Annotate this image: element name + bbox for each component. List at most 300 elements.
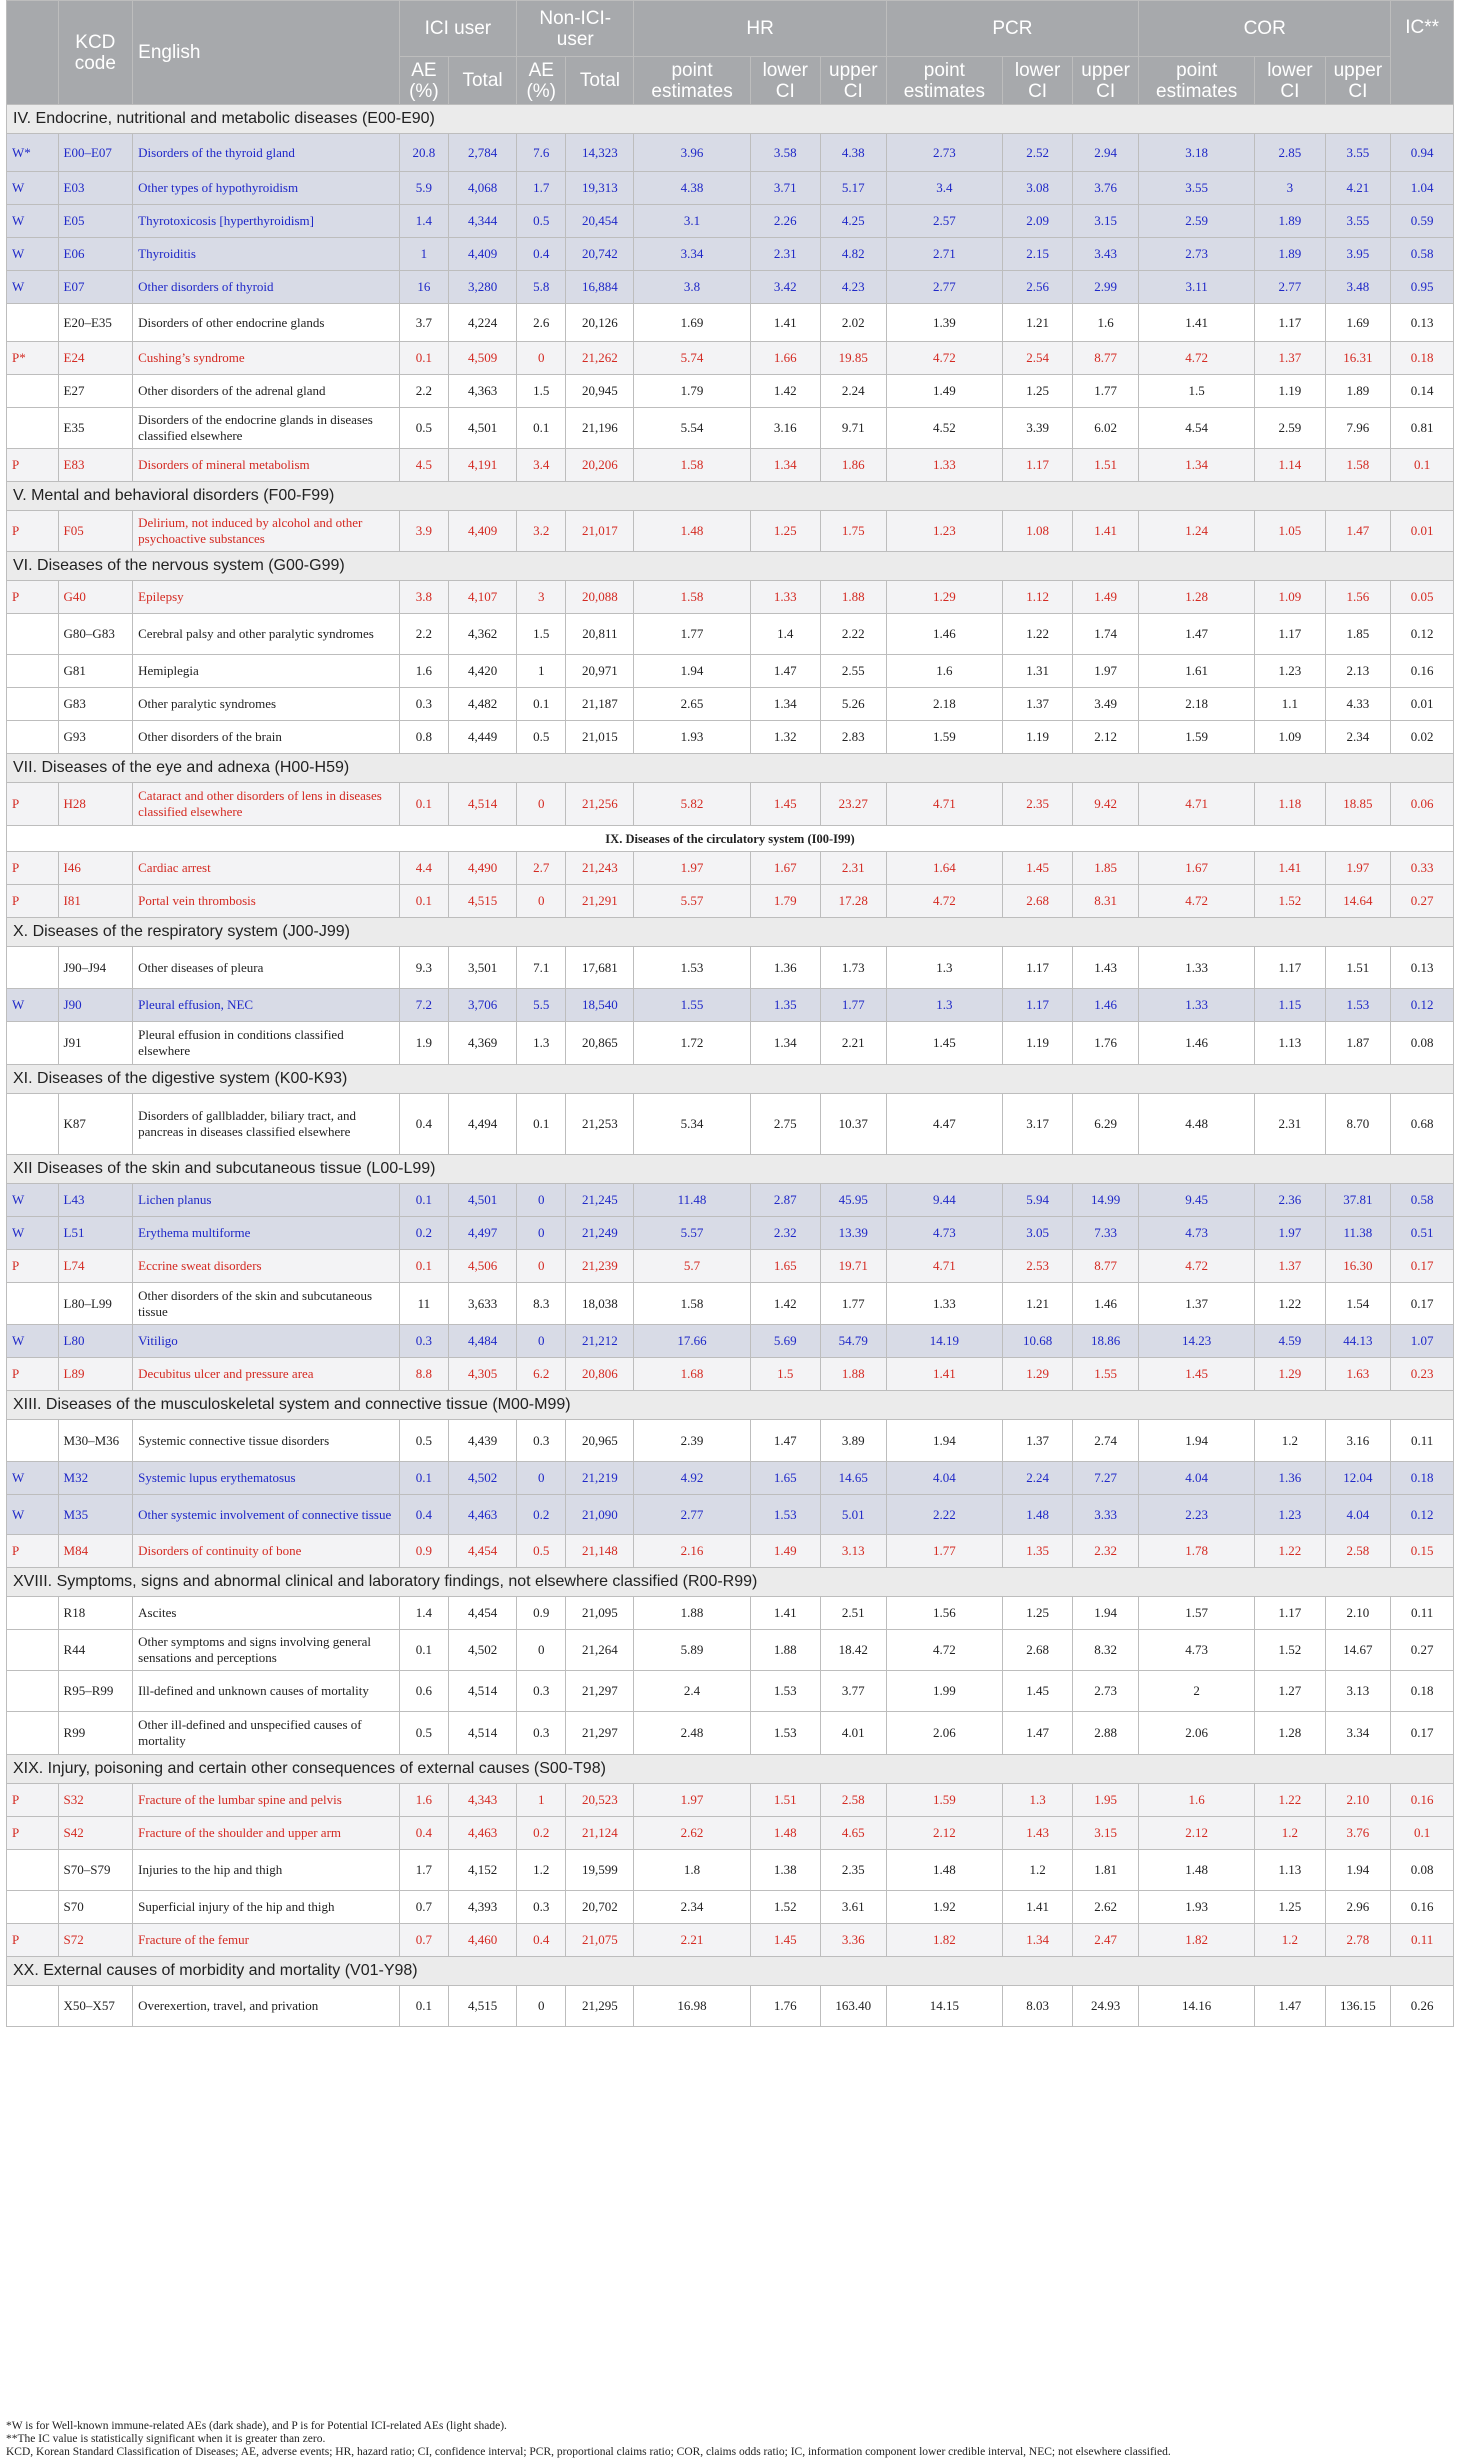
cor-upper-cell: 1.97: [1325, 852, 1391, 885]
pcr-lower-cell: 10.68: [1002, 1325, 1072, 1358]
non-ici-total-cell: 17,681: [566, 947, 634, 989]
cor-header: COR: [1139, 1, 1391, 57]
pcr-point-cell: 2.22: [886, 1495, 1002, 1535]
pcr-point-cell: 2.57: [886, 205, 1002, 238]
cor-lower-cell: 1.52: [1255, 1630, 1325, 1671]
hr-lower-cell: 1.32: [750, 721, 820, 754]
ic-cell: 0.14: [1391, 375, 1454, 408]
ic-cell: 0.11: [1391, 1420, 1454, 1462]
english-name-cell: Systemic connective tissue disorders: [133, 1420, 400, 1462]
hr-point-cell: 1.93: [634, 721, 750, 754]
kcd-code-cell: M30–M36: [58, 1420, 133, 1462]
table-row: [7, 1597, 1454, 1630]
cor-point-cell: 4.72: [1139, 342, 1255, 375]
english-name-cell: Cerebral palsy and other paralytic syndromes: [133, 614, 400, 655]
footnote-1: *W is for Well-known immune-related AEs (dark shade), and P is for Potential ICI-related AEs (light shade).: [6, 2420, 507, 2432]
non-ici-total-cell: 20,702: [566, 1891, 634, 1924]
pcr-upper-cell: 3.49: [1073, 688, 1139, 721]
cor-lower-cell: 1.25: [1255, 1891, 1325, 1924]
english-name-cell: Other disorders of the skin and subcutaneous tissue: [133, 1283, 400, 1325]
pcr-lower-cell: 1.17: [1002, 449, 1072, 482]
ic-cell: 0.51: [1391, 1217, 1454, 1250]
section-header-row: [7, 1957, 1454, 1986]
pcr-upper-cell: 1.46: [1073, 989, 1139, 1022]
ic-cell: 0.23: [1391, 1358, 1454, 1391]
hr-lower-cell: 5.69: [750, 1325, 820, 1358]
non-ici-total-cell: 21,095: [566, 1597, 634, 1630]
ici-ae-cell: 2.2: [399, 614, 448, 655]
table-row: [7, 885, 1454, 918]
hr-point-cell: 16.98: [634, 1986, 750, 2027]
flag-cell: [7, 1630, 59, 1671]
pcr-point-cell: 2.73: [886, 134, 1002, 172]
hr-upper-cell: 5.26: [820, 688, 886, 721]
cor-upper-cell: 3.55: [1325, 134, 1391, 172]
cor-upper-cell: 14.64: [1325, 885, 1391, 918]
english-name-cell: Hemiplegia: [133, 655, 400, 688]
hr-lower-cell: 1.52: [750, 1891, 820, 1924]
ici-ae-cell: 0.5: [399, 1712, 448, 1755]
pcr-upper-cell: 1.81: [1073, 1850, 1139, 1891]
cor-upper-cell: 3.34: [1325, 1712, 1391, 1755]
flag-cell: [7, 1597, 59, 1630]
cor-lower-cell: 1.09: [1255, 581, 1325, 614]
hr-upper-cell: 45.95: [820, 1184, 886, 1217]
ici-total-cell: 4,501: [449, 408, 517, 449]
cor-lower-cell: 1.22: [1255, 1535, 1325, 1568]
hr-point-cell: 1.8: [634, 1850, 750, 1891]
non-ici-total-cell: 20,865: [566, 1022, 634, 1065]
hr-upper-cell: 4.25: [820, 205, 886, 238]
ici-ae-cell: 0.4: [399, 1495, 448, 1535]
kcd-code-cell: J90: [58, 989, 133, 1022]
ic-cell: 0.08: [1391, 1850, 1454, 1891]
non-ici-total-cell: 21,090: [566, 1495, 634, 1535]
pcr-lower-cell: 1.3: [1002, 1784, 1072, 1817]
cor-lower-cell: 1.18: [1255, 783, 1325, 826]
pcr-point-cell: 1.99: [886, 1671, 1002, 1712]
pcr-point-cell: 1.23: [886, 511, 1002, 552]
ic-cell: 0.17: [1391, 1283, 1454, 1325]
pcr-lower-header: lower CI: [1002, 57, 1072, 105]
pcr-point-cell: 1.3: [886, 947, 1002, 989]
ici-ae-cell: 1.9: [399, 1022, 448, 1065]
non-ici-total-cell: 21,196: [566, 408, 634, 449]
table-row: [7, 1986, 1454, 2027]
cor-upper-cell: 4.04: [1325, 1495, 1391, 1535]
pcr-upper-cell: 2.62: [1073, 1891, 1139, 1924]
pcr-point-cell: 1.41: [886, 1358, 1002, 1391]
english-name-cell: Pleural effusion, NEC: [133, 989, 400, 1022]
hr-upper-cell: 3.89: [820, 1420, 886, 1462]
english-name-cell: Fracture of the shoulder and upper arm: [133, 1817, 400, 1850]
ic-cell: 0.26: [1391, 1986, 1454, 2027]
pcr-lower-cell: 1.12: [1002, 581, 1072, 614]
non-ici-ae-header: AE (%): [517, 57, 566, 105]
hr-lower-cell: 1.53: [750, 1712, 820, 1755]
pcr-point-cell: 1.33: [886, 449, 1002, 482]
flag-cell: [7, 1891, 59, 1924]
ici-ae-cell: 3.9: [399, 511, 448, 552]
ici-ae-cell: 16: [399, 271, 448, 304]
english-name-cell: Injuries to the hip and thigh: [133, 1850, 400, 1891]
pcr-upper-cell: 1.74: [1073, 614, 1139, 655]
hr-lower-header: lower CI: [750, 57, 820, 105]
ic-cell: 0.01: [1391, 688, 1454, 721]
non-ici-ae-cell: 1: [517, 655, 566, 688]
cor-lower-cell: 1.41: [1255, 852, 1325, 885]
hr-upper-cell: 4.23: [820, 271, 886, 304]
ici-total-cell: 4,393: [449, 1891, 517, 1924]
hr-point-cell: 1.79: [634, 375, 750, 408]
non-ici-total-cell: 20,811: [566, 614, 634, 655]
kcd-code-cell: L74: [58, 1250, 133, 1283]
hr-upper-cell: 2.31: [820, 852, 886, 885]
cor-lower-cell: 1.23: [1255, 1495, 1325, 1535]
pcr-upper-cell: 14.99: [1073, 1184, 1139, 1217]
ici-ae-cell: 0.1: [399, 1986, 448, 2027]
hr-lower-cell: 3.71: [750, 172, 820, 205]
cor-upper-cell: 1.53: [1325, 989, 1391, 1022]
hr-point-cell: 1.48: [634, 511, 750, 552]
ic-cell: 0.05: [1391, 581, 1454, 614]
cor-upper-cell: 4.21: [1325, 172, 1391, 205]
english-name-cell: Disorders of mineral metabolism: [133, 449, 400, 482]
non-ici-ae-cell: 3.4: [517, 449, 566, 482]
hr-upper-cell: 1.75: [820, 511, 886, 552]
ici-ae-cell: 0.1: [399, 342, 448, 375]
pcr-point-cell: 1.33: [886, 1283, 1002, 1325]
cor-lower-cell: 1.36: [1255, 1462, 1325, 1495]
table-row: [7, 408, 1454, 449]
hr-lower-cell: 1.34: [750, 449, 820, 482]
pcr-lower-cell: 2.24: [1002, 1462, 1072, 1495]
hr-point-cell: 1.58: [634, 581, 750, 614]
cor-upper-cell: 2.58: [1325, 1535, 1391, 1568]
hr-point-cell: 5.7: [634, 1250, 750, 1283]
non-ici-total-cell: 20,971: [566, 655, 634, 688]
hr-lower-cell: 1.38: [750, 1850, 820, 1891]
ic-cell: 0.13: [1391, 947, 1454, 989]
cor-lower-cell: 1.28: [1255, 1712, 1325, 1755]
hr-point-cell: 5.82: [634, 783, 750, 826]
hr-point-cell: 2.16: [634, 1535, 750, 1568]
non-ici-ae-cell: 0: [517, 885, 566, 918]
section-title: X. Diseases of the respiratory system (J00-J99): [7, 918, 1454, 947]
section-header-row: [7, 1155, 1454, 1184]
hr-point-cell: 5.54: [634, 408, 750, 449]
english-name-cell: Disorders of other endocrine glands: [133, 304, 400, 342]
ici-ae-cell: 0.5: [399, 1420, 448, 1462]
hr-lower-cell: 1.4: [750, 614, 820, 655]
hr-lower-cell: 1.33: [750, 581, 820, 614]
hr-point-cell: 3.8: [634, 271, 750, 304]
kcd-code-cell: G40: [58, 581, 133, 614]
hr-point-cell: 2.39: [634, 1420, 750, 1462]
ici-ae-cell: 0.3: [399, 1325, 448, 1358]
non-ici-user-header: Non-ICI-user: [517, 1, 634, 57]
non-ici-total-cell: 19,599: [566, 1850, 634, 1891]
hr-upper-cell: 19.85: [820, 342, 886, 375]
pcr-upper-cell: 8.77: [1073, 1250, 1139, 1283]
english-name-cell: Cushing’s syndrome: [133, 342, 400, 375]
pcr-lower-cell: 1.25: [1002, 1597, 1072, 1630]
non-ici-ae-cell: 1.5: [517, 375, 566, 408]
ici-total-cell: 4,502: [449, 1630, 517, 1671]
cor-point-cell: 1.47: [1139, 614, 1255, 655]
kcd-code-cell: F05: [58, 511, 133, 552]
kcd-code-cell: E00–E07: [58, 134, 133, 172]
non-ici-total-cell: 21,262: [566, 342, 634, 375]
english-name-cell: Other systemic involvement of connective tissue: [133, 1495, 400, 1535]
cor-upper-cell: 16.30: [1325, 1250, 1391, 1283]
table-row: [7, 1850, 1454, 1891]
non-ici-ae-cell: 0: [517, 1184, 566, 1217]
kcd-code-header: KCD code: [58, 1, 133, 105]
cor-point-cell: 1.46: [1139, 1022, 1255, 1065]
non-ici-ae-cell: 0: [517, 1986, 566, 2027]
non-ici-ae-cell: 1.5: [517, 614, 566, 655]
non-ici-ae-cell: 0.5: [517, 721, 566, 754]
pcr-upper-cell: 3.43: [1073, 238, 1139, 271]
non-ici-total-cell: 21,015: [566, 721, 634, 754]
cor-point-cell: 2.59: [1139, 205, 1255, 238]
cor-lower-cell: 2.85: [1255, 134, 1325, 172]
non-ici-total-cell: 20,523: [566, 1784, 634, 1817]
cor-point-cell: 1.45: [1139, 1358, 1255, 1391]
pcr-lower-cell: 1.48: [1002, 1495, 1072, 1535]
hr-point-cell: 3.34: [634, 238, 750, 271]
ici-total-cell: 3,633: [449, 1283, 517, 1325]
hr-point-cell: 2.34: [634, 1891, 750, 1924]
pcr-upper-cell: 9.42: [1073, 783, 1139, 826]
hr-lower-cell: 1.76: [750, 1986, 820, 2027]
hr-upper-cell: 4.65: [820, 1817, 886, 1850]
cor-point-cell: 2.18: [1139, 688, 1255, 721]
pcr-point-cell: 2.77: [886, 271, 1002, 304]
ici-ae-cell: 0.2: [399, 1217, 448, 1250]
non-ici-ae-cell: 1.7: [517, 172, 566, 205]
cor-upper-cell: 3.16: [1325, 1420, 1391, 1462]
hr-lower-cell: 1.65: [750, 1462, 820, 1495]
cor-upper-cell: 2.34: [1325, 721, 1391, 754]
pcr-upper-cell: 6.29: [1073, 1094, 1139, 1155]
non-ici-total-cell: 21,245: [566, 1184, 634, 1217]
cor-point-cell: 4.72: [1139, 885, 1255, 918]
ici-total-cell: 4,449: [449, 721, 517, 754]
cor-point-cell: 3.11: [1139, 271, 1255, 304]
ic-cell: 0.15: [1391, 1535, 1454, 1568]
pcr-upper-cell: 3.33: [1073, 1495, 1139, 1535]
english-header: English: [133, 1, 400, 105]
ici-ae-cell: 4.4: [399, 852, 448, 885]
footnotes: [6, 2420, 1454, 2459]
hr-point-cell: 1.88: [634, 1597, 750, 1630]
ic-cell: 0.16: [1391, 1784, 1454, 1817]
cor-point-cell: 2: [1139, 1671, 1255, 1712]
ici-total-cell: 4,490: [449, 852, 517, 885]
cor-lower-cell: 2.77: [1255, 271, 1325, 304]
cor-point-cell: 1.5: [1139, 375, 1255, 408]
flag-cell: P: [7, 1817, 59, 1850]
cor-lower-cell: 2.36: [1255, 1184, 1325, 1217]
non-ici-total-header: Total: [566, 57, 634, 105]
flag-cell: [7, 1022, 59, 1065]
kcd-code-cell: S32: [58, 1784, 133, 1817]
pcr-upper-cell: 2.73: [1073, 1671, 1139, 1712]
hr-upper-cell: 4.38: [820, 134, 886, 172]
flag-cell: P: [7, 885, 59, 918]
cor-upper-cell: 1.47: [1325, 511, 1391, 552]
flag-cell: W: [7, 1217, 59, 1250]
pcr-upper-cell: 2.94: [1073, 134, 1139, 172]
english-name-cell: Lichen planus: [133, 1184, 400, 1217]
hr-upper-cell: 1.86: [820, 449, 886, 482]
cor-point-cell: 1.82: [1139, 1924, 1255, 1957]
cor-point-cell: 1.41: [1139, 304, 1255, 342]
kcd-code-cell: S70: [58, 1891, 133, 1924]
ici-total-cell: 4,460: [449, 1924, 517, 1957]
non-ici-ae-cell: 0.2: [517, 1817, 566, 1850]
non-ici-ae-cell: 5.5: [517, 989, 566, 1022]
ic-cell: 0.12: [1391, 989, 1454, 1022]
cor-upper-cell: 1.69: [1325, 304, 1391, 342]
english-name-cell: Pleural effusion in conditions classified elsewhere: [133, 1022, 400, 1065]
ici-total-cell: 4,515: [449, 885, 517, 918]
section-title: VI. Diseases of the nervous system (G00-G99): [7, 552, 1454, 581]
ic-cell: 0.18: [1391, 342, 1454, 375]
ici-ae-cell: 8.8: [399, 1358, 448, 1391]
ici-ae-cell: 0.6: [399, 1671, 448, 1712]
hr-upper-cell: 3.36: [820, 1924, 886, 1957]
ici-total-cell: 4,484: [449, 1325, 517, 1358]
flag-cell: P: [7, 1924, 59, 1957]
pcr-lower-cell: 1.31: [1002, 655, 1072, 688]
non-ici-total-cell: 20,206: [566, 449, 634, 482]
pcr-upper-cell: 2.32: [1073, 1535, 1139, 1568]
pcr-upper-cell: 3.15: [1073, 1817, 1139, 1850]
ic-cell: 0.06: [1391, 783, 1454, 826]
pcr-upper-cell: 8.77: [1073, 342, 1139, 375]
kcd-code-cell: I46: [58, 852, 133, 885]
section-title: VII. Diseases of the eye and adnexa (H00-H59): [7, 754, 1454, 783]
flag-cell: W: [7, 1325, 59, 1358]
table-row: [7, 1094, 1454, 1155]
cor-point-cell: 14.23: [1139, 1325, 1255, 1358]
table-row: [7, 304, 1454, 342]
ici-ae-cell: 11: [399, 1283, 448, 1325]
pcr-lower-cell: 1.19: [1002, 721, 1072, 754]
cor-point-cell: 1.37: [1139, 1283, 1255, 1325]
cor-upper-cell: 8.70: [1325, 1094, 1391, 1155]
flag-cell: W: [7, 1495, 59, 1535]
pcr-upper-cell: 8.32: [1073, 1630, 1139, 1671]
pcr-lower-cell: 2.15: [1002, 238, 1072, 271]
section-title: XVIII. Symptoms, signs and abnormal clinical and laboratory findings, not elsewhere classified (R00-R99): [7, 1568, 1454, 1597]
ici-ae-cell: 0.1: [399, 885, 448, 918]
ic-cell: 0.08: [1391, 1022, 1454, 1065]
ici-ae-cell: 0.7: [399, 1924, 448, 1957]
hr-upper-cell: 19.71: [820, 1250, 886, 1283]
pcr-header: PCR: [886, 1, 1138, 57]
non-ici-total-cell: 21,243: [566, 852, 634, 885]
ic-cell: 0.59: [1391, 205, 1454, 238]
flag-cell: W: [7, 1462, 59, 1495]
ici-ae-header: AE (%): [399, 57, 448, 105]
pcr-point-cell: 1.6: [886, 655, 1002, 688]
table-row: [7, 1924, 1454, 1957]
hr-lower-cell: 1.53: [750, 1671, 820, 1712]
pcr-lower-cell: 1.41: [1002, 1891, 1072, 1924]
hr-upper-cell: 54.79: [820, 1325, 886, 1358]
ici-ae-cell: 0.4: [399, 1817, 448, 1850]
hr-point-cell: 2.65: [634, 688, 750, 721]
hr-upper-cell: 5.17: [820, 172, 886, 205]
section-header-row: [7, 105, 1454, 134]
kcd-code-cell: E24: [58, 342, 133, 375]
flag-cell: W: [7, 205, 59, 238]
non-ici-total-cell: 21,253: [566, 1094, 634, 1155]
hr-upper-cell: 3.13: [820, 1535, 886, 1568]
flag-cell: [7, 1671, 59, 1712]
hr-point-cell: 1.77: [634, 614, 750, 655]
pcr-lower-cell: 1.29: [1002, 1358, 1072, 1391]
ici-total-cell: 4,509: [449, 342, 517, 375]
cor-point-cell: 4.73: [1139, 1217, 1255, 1250]
cor-lower-cell: 1.22: [1255, 1283, 1325, 1325]
ic-cell: 0.27: [1391, 885, 1454, 918]
cor-upper-cell: 7.96: [1325, 408, 1391, 449]
ici-ae-cell: 0.1: [399, 783, 448, 826]
hr-point-cell: 5.74: [634, 342, 750, 375]
cor-upper-cell: 1.94: [1325, 1850, 1391, 1891]
hr-upper-cell: 1.73: [820, 947, 886, 989]
ici-total-cell: 2,784: [449, 134, 517, 172]
hr-lower-cell: 1.25: [750, 511, 820, 552]
hr-lower-cell: 2.87: [750, 1184, 820, 1217]
ici-total-cell: 4,506: [449, 1250, 517, 1283]
ici-total-cell: 4,191: [449, 449, 517, 482]
ic-cell: 0.17: [1391, 1712, 1454, 1755]
ici-total-cell: 4,305: [449, 1358, 517, 1391]
kcd-code-cell: G81: [58, 655, 133, 688]
cor-lower-header: lower CI: [1255, 57, 1325, 105]
english-name-cell: Fracture of the femur: [133, 1924, 400, 1957]
non-ici-total-cell: 21,291: [566, 885, 634, 918]
pcr-point-cell: 1.64: [886, 852, 1002, 885]
cor-upper-cell: 1.63: [1325, 1358, 1391, 1391]
hr-lower-cell: 1.67: [750, 852, 820, 885]
pcr-lower-cell: 5.94: [1002, 1184, 1072, 1217]
hr-upper-cell: 2.55: [820, 655, 886, 688]
cor-lower-cell: 1.97: [1255, 1217, 1325, 1250]
cor-lower-cell: 1.1: [1255, 688, 1325, 721]
pcr-lower-cell: 1.17: [1002, 947, 1072, 989]
english-name-cell: Erythema multiforme: [133, 1217, 400, 1250]
pcr-point-cell: 1.45: [886, 1022, 1002, 1065]
cor-point-cell: 1.48: [1139, 1850, 1255, 1891]
pcr-upper-cell: 2.99: [1073, 271, 1139, 304]
pcr-upper-cell: 1.6: [1073, 304, 1139, 342]
kcd-code-cell: G80–G83: [58, 614, 133, 655]
non-ici-total-cell: 21,212: [566, 1325, 634, 1358]
hr-point-cell: 2.62: [634, 1817, 750, 1850]
section-title: V. Mental and behavioral disorders (F00-F99): [7, 482, 1454, 511]
kcd-code-cell: L51: [58, 1217, 133, 1250]
hr-lower-cell: 1.51: [750, 1784, 820, 1817]
table-row: [7, 172, 1454, 205]
ici-ae-cell: 1.7: [399, 1850, 448, 1891]
